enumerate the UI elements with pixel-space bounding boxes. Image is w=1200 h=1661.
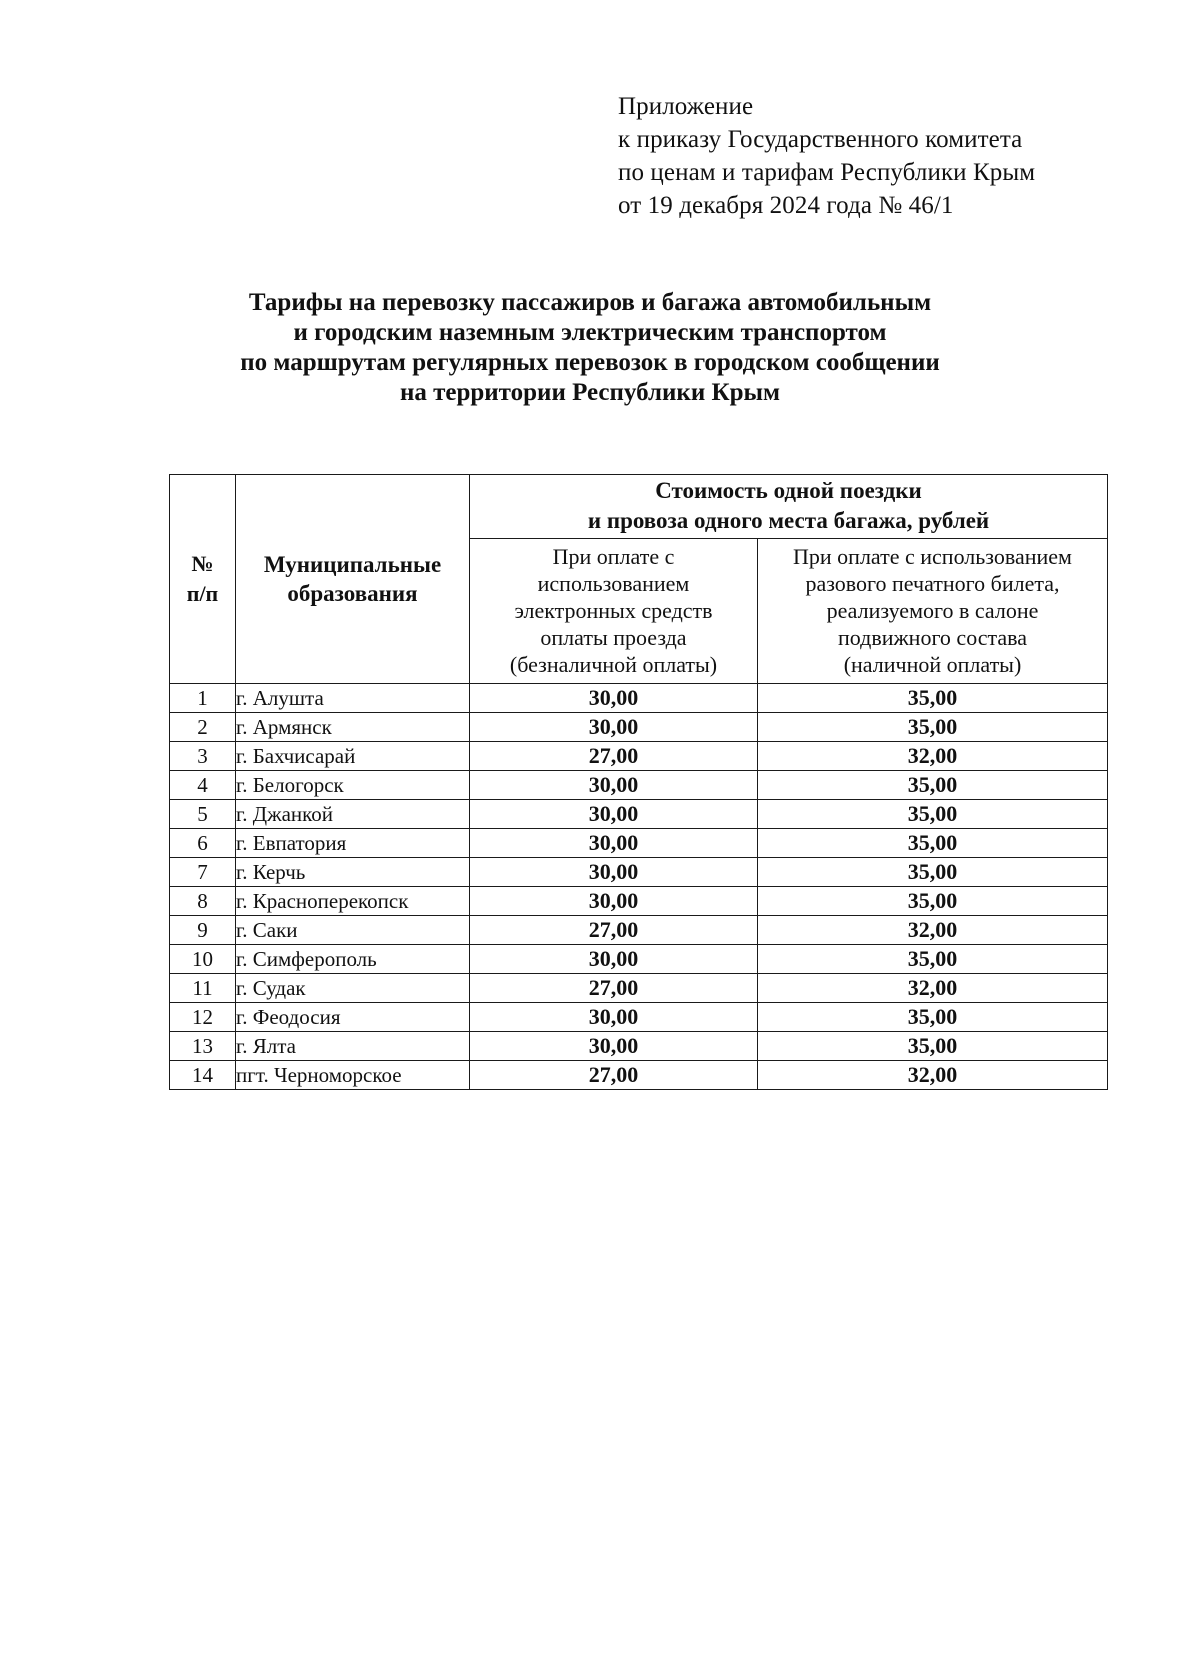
header-cost-line: и провоза одного места багажа, рублей <box>587 508 990 534</box>
row-number: 9 <box>170 916 236 945</box>
appendix-line: к приказу Государственного комитета <box>618 126 1023 153</box>
row-number: 5 <box>170 800 236 829</box>
header-cashless-line: При оплате с <box>552 544 675 570</box>
row-cashless-price: 30,00 <box>470 887 758 916</box>
header-cost-line: Стоимость одной поездки <box>655 478 922 504</box>
row-number: 6 <box>170 829 236 858</box>
header-number-line: № <box>191 551 214 576</box>
header-number <box>170 475 236 684</box>
row-cash-price: 35,00 <box>758 1032 1108 1061</box>
table-row <box>170 713 1108 742</box>
tariff-table <box>169 474 1108 1090</box>
row-cashless-price: 27,00 <box>470 1061 758 1090</box>
row-number: 2 <box>170 713 236 742</box>
row-municipality: г. Евпатория <box>236 829 470 858</box>
header-cashless <box>470 538 758 683</box>
header-cashless-line: оплаты проезда <box>540 625 687 651</box>
table-row <box>170 974 1108 1003</box>
row-municipality: г. Бахчисарай <box>236 742 470 771</box>
row-cashless-price: 30,00 <box>470 829 758 858</box>
header-cash-line: подвижного состава <box>837 625 1028 651</box>
header-cash-line: разового печатного билета, <box>805 571 1060 597</box>
row-cashless-price: 30,00 <box>470 858 758 887</box>
row-cashless-price: 27,00 <box>470 916 758 945</box>
row-municipality: пгт. Черноморское <box>236 1061 470 1090</box>
row-municipality: г. Белогорск <box>236 771 470 800</box>
row-cash-price: 35,00 <box>758 887 1108 916</box>
row-cash-price: 35,00 <box>758 713 1108 742</box>
table-row <box>170 916 1108 945</box>
row-number: 13 <box>170 1032 236 1061</box>
row-number: 12 <box>170 1003 236 1032</box>
row-cashless-price: 30,00 <box>470 684 758 713</box>
table-row <box>170 1003 1108 1032</box>
row-municipality: г. Керчь <box>236 858 470 887</box>
table-row <box>170 945 1108 974</box>
row-cash-price: 35,00 <box>758 858 1108 887</box>
row-cash-price: 35,00 <box>758 829 1108 858</box>
row-municipality: г. Саки <box>236 916 470 945</box>
row-municipality: г. Джанкой <box>236 800 470 829</box>
row-municipality: г. Армянск <box>236 713 470 742</box>
row-cash-price: 35,00 <box>758 1003 1108 1032</box>
row-municipality: г. Алушта <box>236 684 470 713</box>
header-cost <box>470 475 1108 539</box>
row-cashless-price: 30,00 <box>470 771 758 800</box>
row-municipality: г. Судак <box>236 974 470 1003</box>
table-row <box>170 829 1108 858</box>
header-cashless-line: использованием <box>537 571 690 597</box>
row-cashless-price: 30,00 <box>470 1003 758 1032</box>
header-cashless-line: (безналичной оплаты) <box>509 652 718 678</box>
row-cash-price: 32,00 <box>758 1061 1108 1090</box>
row-cashless-price: 30,00 <box>470 713 758 742</box>
header-municipality-line: образования <box>287 581 418 606</box>
title-line: по маршрутам регулярных перевозок в городском сообщении <box>240 349 940 376</box>
table-row <box>170 887 1108 916</box>
row-number: 14 <box>170 1061 236 1090</box>
table-row <box>170 800 1108 829</box>
title-line: Тарифы на перевозку пассажиров и багажа автомобильным <box>248 289 932 316</box>
appendix-note <box>618 90 1035 222</box>
table-header-row <box>170 475 1108 539</box>
row-number: 10 <box>170 945 236 974</box>
row-municipality: г. Феодосия <box>236 1003 470 1032</box>
row-cash-price: 32,00 <box>758 974 1108 1003</box>
row-municipality: г. Ялта <box>236 1032 470 1061</box>
title-line: на территории Республики Крым <box>399 379 781 406</box>
appendix-line: по ценам и тарифам Республики Крым <box>618 159 1036 186</box>
header-cash-line: При оплате с использованием <box>793 544 1072 570</box>
table-row <box>170 1061 1108 1090</box>
row-municipality: г. Красноперекопск <box>236 887 470 916</box>
row-cashless-price: 30,00 <box>470 1032 758 1061</box>
row-cashless-price: 30,00 <box>470 800 758 829</box>
row-number: 4 <box>170 771 236 800</box>
row-cash-price: 35,00 <box>758 684 1108 713</box>
row-number: 11 <box>170 974 236 1003</box>
title-line: и городским наземным электрическим транспортом <box>293 319 887 346</box>
header-cashless-line: электронных средств <box>514 598 713 624</box>
header-cash-line: (наличной оплаты) <box>843 652 1022 678</box>
header-municipality-line: Муниципальные <box>263 552 442 577</box>
row-cashless-price: 30,00 <box>470 945 758 974</box>
document-title <box>150 288 1030 408</box>
row-number: 7 <box>170 858 236 887</box>
row-cash-price: 32,00 <box>758 742 1108 771</box>
header-municipality <box>236 475 470 684</box>
table-row <box>170 858 1108 887</box>
table-row <box>170 1032 1108 1061</box>
header-cash <box>758 538 1108 683</box>
header-cash-line: реализуемого в салоне <box>826 598 1039 624</box>
row-number: 8 <box>170 887 236 916</box>
appendix-line: от 19 декабря 2024 года № 46/1 <box>618 192 954 219</box>
row-cash-price: 35,00 <box>758 800 1108 829</box>
row-number: 1 <box>170 684 236 713</box>
table-row <box>170 742 1108 771</box>
row-cashless-price: 27,00 <box>470 974 758 1003</box>
row-cash-price: 32,00 <box>758 916 1108 945</box>
row-municipality: г. Симферополь <box>236 945 470 974</box>
row-cashless-price: 27,00 <box>470 742 758 771</box>
header-number-line: п/п <box>186 581 219 606</box>
row-cash-price: 35,00 <box>758 945 1108 974</box>
table-row <box>170 771 1108 800</box>
table-row <box>170 684 1108 713</box>
row-number: 3 <box>170 742 236 771</box>
appendix-line: Приложение <box>618 93 754 120</box>
row-cash-price: 35,00 <box>758 771 1108 800</box>
